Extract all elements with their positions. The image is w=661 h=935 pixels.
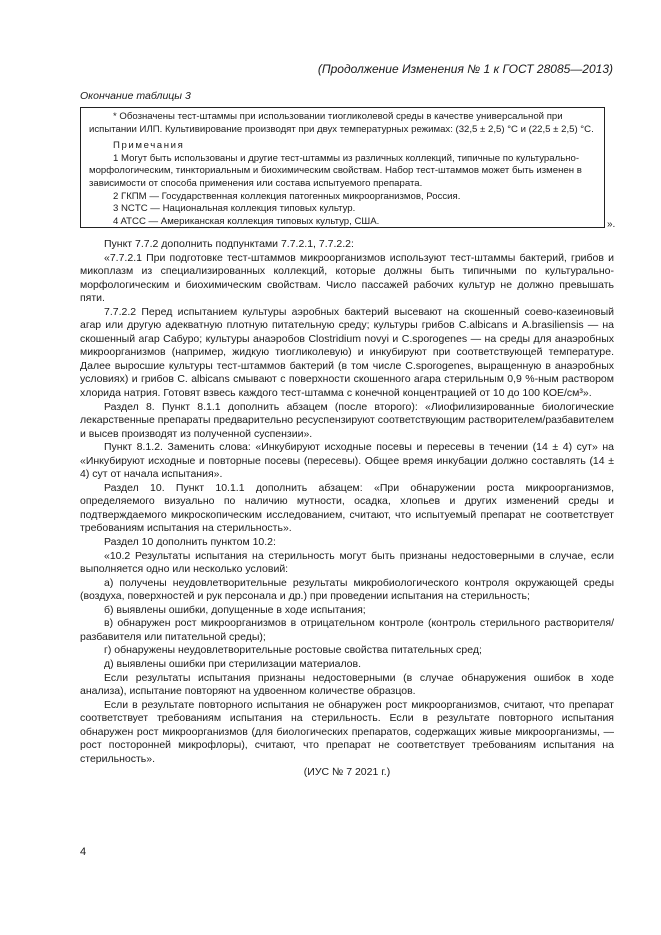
document-body: [80, 238, 614, 780]
list-item: г) обнаружены неудовлетворительные ростовые свойства питательных сред;: [104, 644, 482, 657]
note-item: 1 Могут быть использованы и другие тест-штаммы из различных коллекций, типичные по культурально-морфологическим, тинкториальным и биохимическим свойствам. Набор тест-штаммов может быть изменен в зависимости от способа применения или состава испытуемого препарата.: [89, 152, 582, 189]
list-item: б) выявлены ошибки, допущенные в ходе испытания;: [104, 603, 366, 616]
body-paragraph: Раздел 10 дополнить пунктом 10.2:: [104, 536, 276, 549]
body-paragraph: Если в результате повторного испытания не обнаружен рост микроорганизмов, считают, что препарат соответствует требованиям испытания на стерильность. Если в результате повторного испытания обнаружен рост микроорганизмов (для биологических препаратов, содержащих живые микроорганизмы, — рост посторонней микрофлоры), считают, что препарат не соответствует требованиям испытания на стерильность».: [80, 698, 614, 765]
table-footnote: * Обозначены тест-штаммы при использовании тиогликолевой среды в качестве универсальной при испытании ИЛП. Культивирование производят при двух температурных режимах: (32,5 ± 2,5) °С и (22,5 ± 2,5) °С.: [89, 111, 594, 135]
note-item: 4 ATCC — Американская коллекция типовых культур, США.: [113, 215, 380, 227]
note-item: 3 NCTC — Национальная коллекция типовых культур.: [113, 203, 356, 215]
list-item: д) выявлены ошибки при стерилизации материалов.: [104, 657, 362, 670]
body-paragraph: «10.2 Результаты испытания на стерильность могут быть признаны недостоверными в случае, если выполняется одно или несколько условий:: [80, 549, 614, 576]
table-footnote-box: [80, 107, 605, 228]
table-caption: Окончание таблицы 3: [80, 90, 191, 102]
body-paragraph: 7.7.2.2 Перед испытанием культуры аэробных бактерий высевают на скошенный соево-казеиновый агар или другую адекватную плотную питательную среду; культуры грибов C.albicans и A.brasiliensis — на скошенный агар Сабуро; культуры анаэробов Clostridium novyi и C.sporogenes — на среды для анаэробных микроорганизмов (например, жидкую тиогликолевую) и инкубируют при соответствующей температуре. Далее выросшие культуры тест-штаммов бактерий (в том числе C.sporogenes, выращенную в анаэробных условиях) и грибов C. albicans смывают с поверхности скошенного агара стерильным 0,9 %-ным раствором хлорида натрия. Готовят взвесь каждого тест-штамма с конечной концентрацией от 10 до 100 КОЕ/см³».: [80, 305, 614, 400]
body-paragraph: Пункт 7.7.2 дополнить подпунктами 7.7.2.1, 7.7.2.2:: [104, 238, 354, 250]
closing-quote: ».: [607, 219, 616, 230]
body-paragraph: Раздел 10. Пункт 10.1.1 дополнить абзацем: «При обнаружении роста микроорганизмов, определяемого визуально по наличию мутности, осадка, хлопьев и других изменений среды и подтверждаемого микроскопическим исследованием, считают, что испытуемый препарат не соответствует требованиям испытания на стерильность».: [80, 481, 614, 535]
body-paragraph: Пункт 8.1.2. Заменить слова: «Инкубируют исходные посевы и пересевы в течении (14 ± 4) сут» на «Инкубируют исходные и повторные посевы (пересевы). Общее время инкубации должно составлять (14 ± 4) сут от начала испытания».: [80, 441, 614, 481]
continuation-header: (Продолжение Изменения № 1 к ГОСТ 28085—2013): [317, 62, 613, 76]
list-item: а) получены неудовлетворительные результаты микробиологического контроля окружающей среды (воздуха, поверхностей и рук персонала и др.) при проведении испытания на стерильность;: [80, 576, 614, 603]
body-paragraph: Раздел 8. Пункт 8.1.1 дополнить абзацем (после второго): «Лиофилизированные биологические лекарственные препараты предварительно ресуспензируют соответствующим растворителем/разбавителем и высев производят из полученной суспензии».: [80, 400, 614, 440]
note-item: 2 ГКПМ — Государственная коллекция патогенных микроорганизмов, Россия.: [113, 190, 461, 202]
ius-reference: (ИУС № 7 2021 г.): [303, 766, 391, 779]
page-number: 4: [80, 846, 87, 858]
body-paragraph: Если результаты испытания признаны недостоверными (в случае обнаружения ошибок в ходе анализа), испытание повторяют на удвоенном количестве образцов.: [80, 671, 614, 698]
list-item: в) обнаружен рост микроорганизмов в отрицательном контроле (контроль стерильного растворителя/разбавителя или питательной среды);: [80, 617, 614, 643]
body-paragraph: «7.7.2.1 При подготовке тест-штаммов микроорганизмов используют тест-штаммы бактерий, грибов и микоплазм из специализированных коллекций, которые должны быть типичными по культурально-морфологическим и биохимическим свойствам. Число пассажей рабочих культур не должно превышать пяти.: [80, 251, 614, 305]
notes-title: Примечания: [113, 140, 185, 152]
